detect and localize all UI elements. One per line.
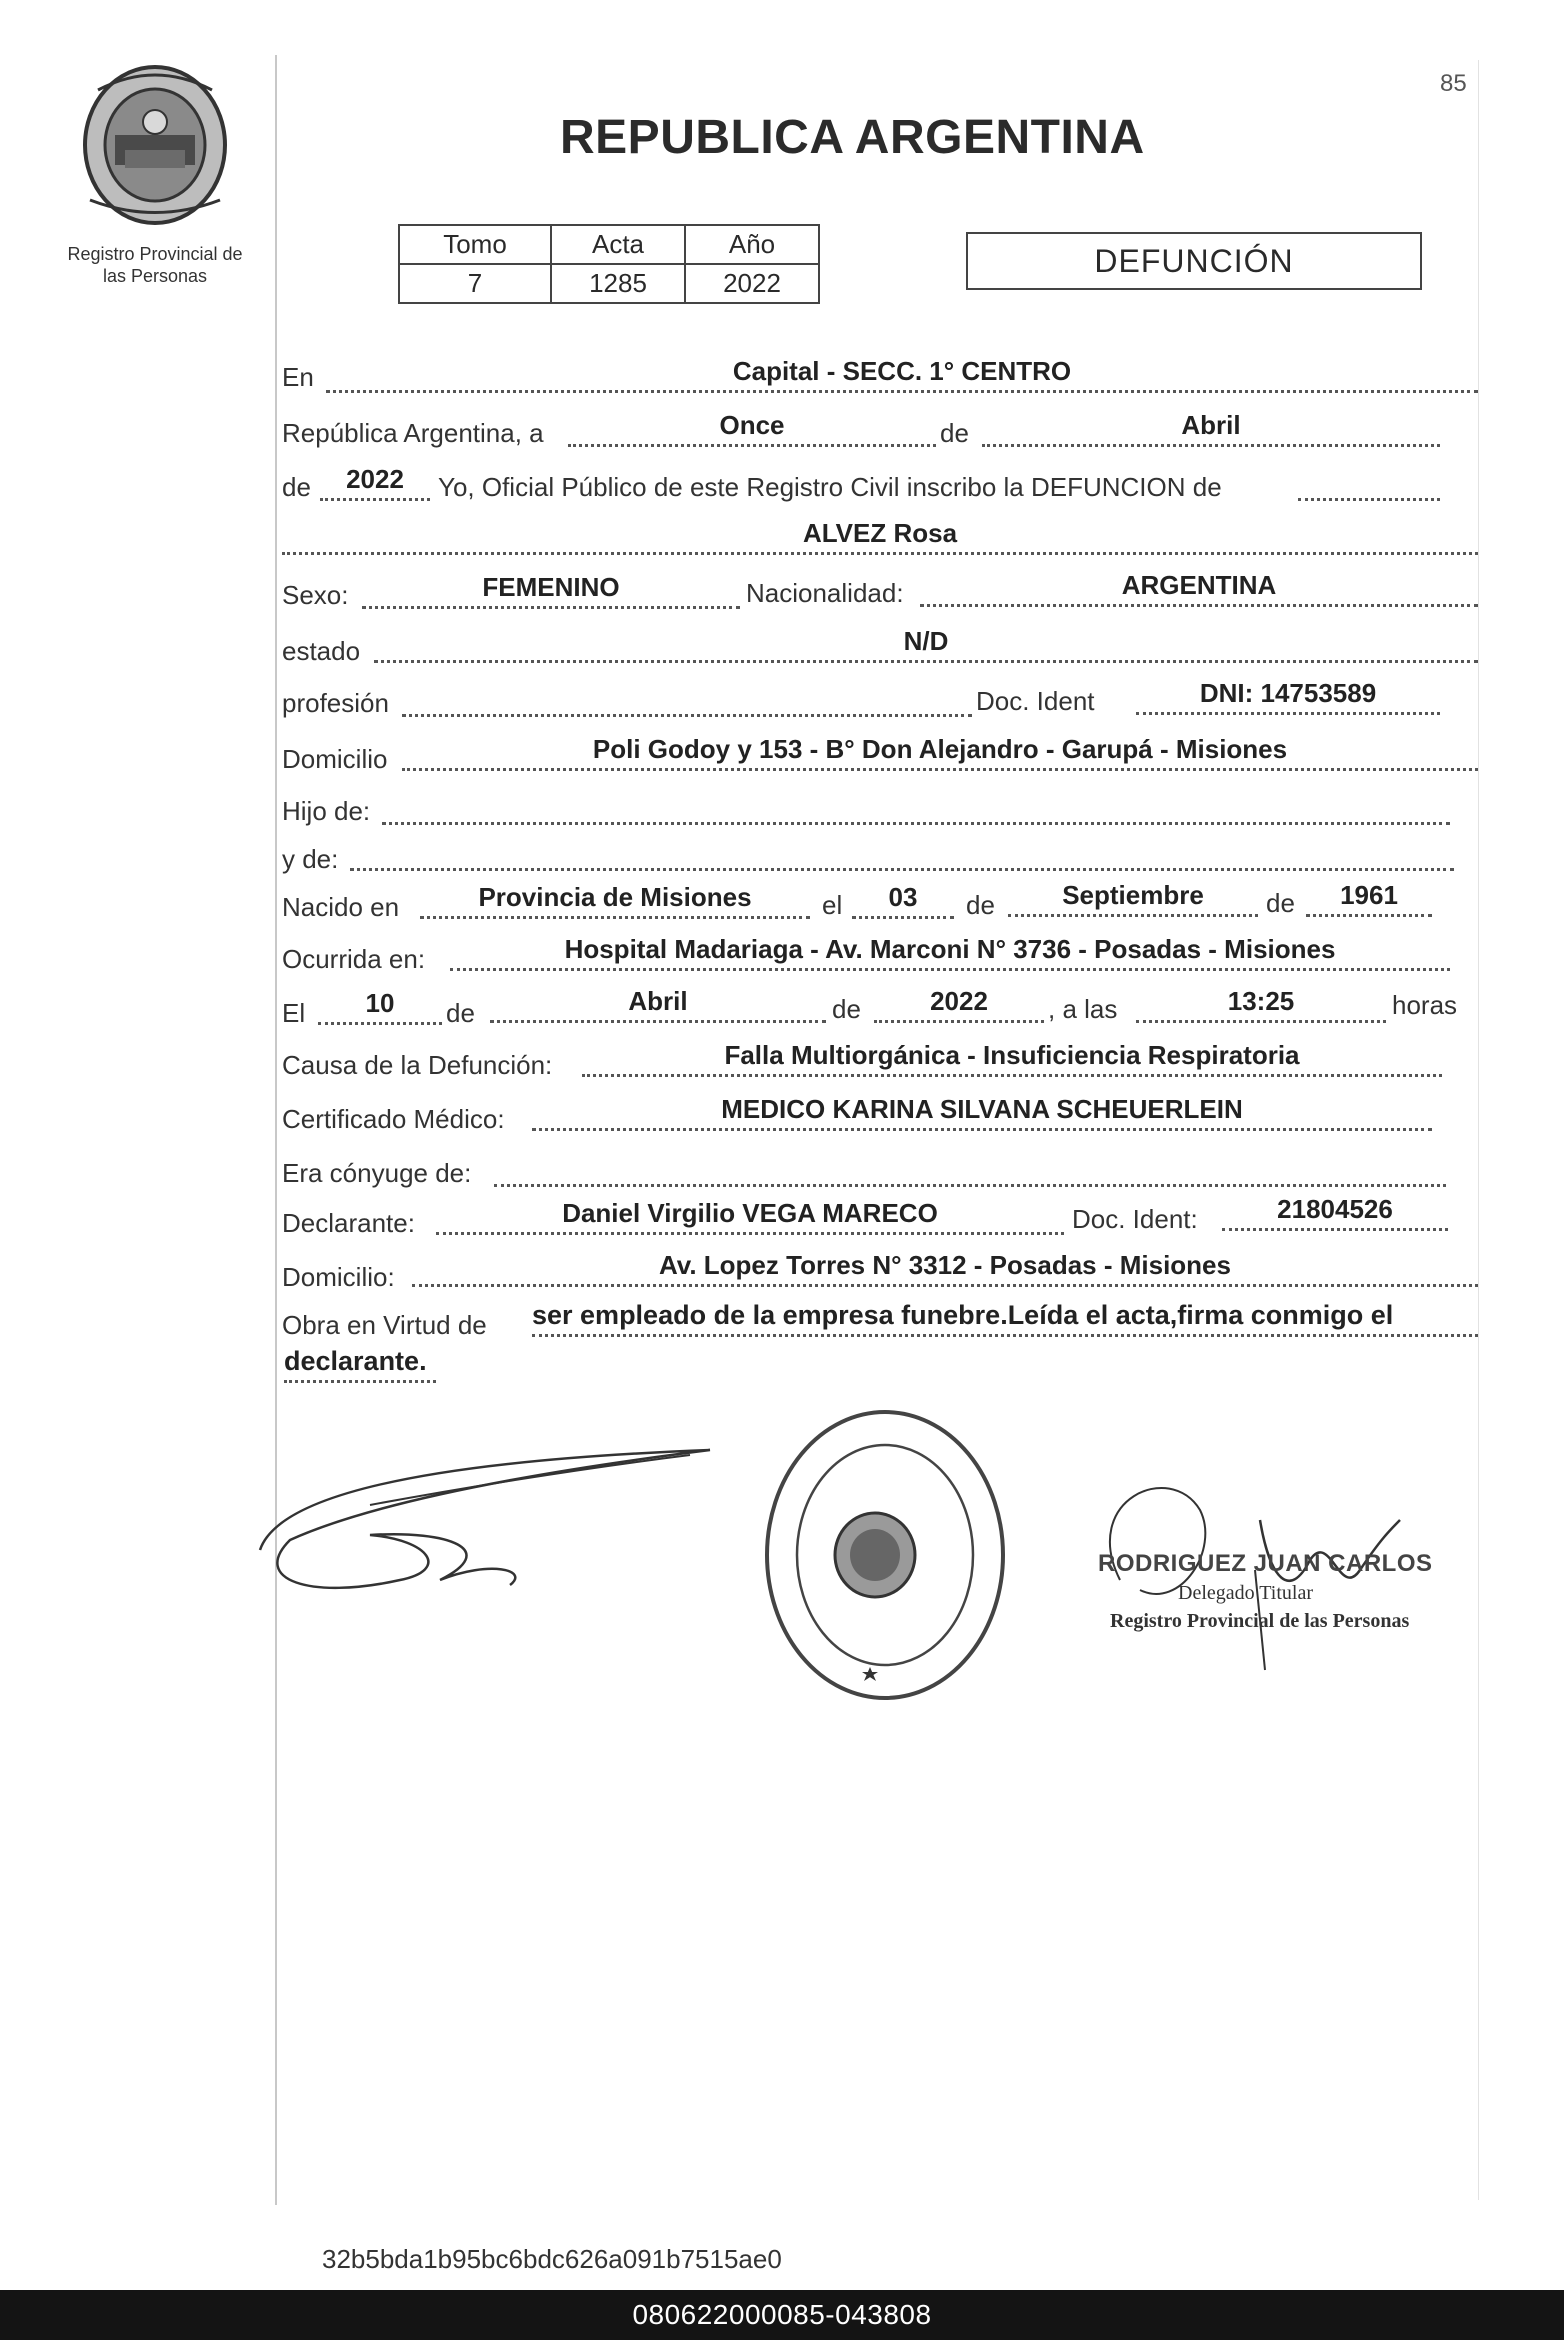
value-day: Once (568, 410, 936, 447)
label-nacido: Nacido en (282, 892, 400, 922)
province-seal-logo (70, 60, 240, 230)
label-El: El (282, 998, 306, 1028)
label-certificado: Certificado Médico: (282, 1104, 505, 1134)
value-causa: Falla Multiorgánica - Insuficiencia Respiratoria (582, 1040, 1442, 1077)
value-decl-domicilio: Av. Lopez Torres N° 3312 - Posadas - Misiones (412, 1250, 1478, 1287)
value-profesion (402, 680, 972, 717)
page-number: 85 (1440, 70, 1467, 97)
inscribo-fill (1298, 464, 1440, 501)
header-tomo: Tomo (399, 225, 551, 264)
value-death-place: Hospital Madariaga - Av. Marconi N° 3736 - Posadas - Misiones (450, 934, 1450, 971)
logo-caption (40, 243, 270, 287)
header-acta: Acta (551, 225, 685, 264)
label-domicilio: Domicilio (282, 744, 388, 774)
inscribo-text: Yo, Oficial Público de este Registro Civil inscribo la DEFUNCION de (438, 472, 1222, 502)
label-obra: Obra en Virtud de (282, 1310, 487, 1340)
footer-code-bar: 080622000085-043808 (0, 2290, 1564, 2340)
register-table (398, 224, 820, 304)
label-de-2: de (282, 472, 311, 502)
value-deceased-name: ALVEZ Rosa (282, 518, 1478, 555)
label-hijo: Hijo de: (282, 796, 371, 826)
right-margin-line (1478, 60, 1479, 2200)
signer-name: RODRIGUEZ JUAN CARLOS (1098, 1550, 1433, 1577)
value-hijo (382, 788, 1450, 825)
value-acta: 1285 (551, 264, 685, 303)
label-de-6: de (832, 994, 861, 1024)
declarant-signature (250, 1430, 720, 1610)
value-certificado: MEDICO KARINA SILVANA SCHEUERLEIN (532, 1094, 1432, 1131)
value-birth-month: Septiembre (1008, 880, 1258, 917)
label-causa: Causa de la Defunción: (282, 1050, 553, 1080)
label-estado: estado (282, 636, 361, 666)
value-declarante: Daniel Virgilio VEGA MARECO (436, 1198, 1064, 1235)
value-year: 2022 (320, 464, 430, 501)
label-sexo: Sexo: (282, 580, 349, 610)
label-de-4: de (1266, 888, 1295, 918)
value-ano: 2022 (685, 264, 819, 303)
value-birth-year: 1961 (1306, 880, 1432, 917)
value-doc-ident: DNI: 14753589 (1136, 678, 1440, 715)
official-stamp (760, 1405, 1010, 1705)
value-death-day: 10 (318, 988, 442, 1025)
signer-registry: Registro Provincial de las Personas (1110, 1610, 1410, 1632)
label-declarante: Declarante: (282, 1208, 415, 1238)
value-birth-day: 03 (852, 882, 954, 919)
value-conyuge (494, 1150, 1446, 1187)
label-decl-domicilio: Domicilio: (282, 1262, 395, 1292)
label-republica: República Argentina, a (282, 418, 544, 448)
label-doc-ident: Doc. Ident (976, 686, 1095, 716)
document-title: REPUBLICA ARGENTINA (560, 111, 1145, 164)
value-estado: N/D (374, 626, 1478, 663)
label-nacionalidad: Nacionalidad: (746, 578, 904, 608)
label-el: el (822, 890, 843, 920)
label-de-1: de (940, 418, 969, 448)
document-type-box: DEFUNCIÓN (966, 232, 1422, 290)
value-month: Abril (982, 410, 1440, 447)
header-ano: Año (685, 225, 819, 264)
value-death-time: 13:25 (1136, 986, 1386, 1023)
label-decl-doc: Doc. Ident: (1072, 1204, 1198, 1234)
label-horas: horas (1392, 990, 1458, 1020)
logo-caption-line1: Registro Provincial de (67, 244, 243, 264)
label-de-3: de (966, 890, 995, 920)
label-ocurrida: Ocurrida en: (282, 944, 426, 974)
value-sexo: FEMENINO (362, 572, 740, 609)
label-en: En (282, 362, 314, 392)
value-obra-line2: declarante. (284, 1346, 436, 1383)
logo-caption-line2: las Personas (102, 266, 208, 286)
value-obra-line1: ser empleado de la empresa funebre.Leída el acta,firma conmigo el (532, 1300, 1478, 1337)
value-domicilio: Poli Godoy y 153 - B° Don Alejandro - Garupá - Misiones (402, 734, 1478, 771)
signer-role: Delegado Titular (1178, 1582, 1313, 1604)
value-nacionalidad: ARGENTINA (920, 570, 1478, 607)
value-death-year: 2022 (874, 986, 1044, 1023)
left-margin-line (275, 55, 277, 2205)
document-hash: 32b5bda1b95bc6bdc626a091b7515ae0 (322, 2244, 782, 2274)
label-y-de: y de: (282, 844, 339, 874)
value-place: Capital - SECC. 1° CENTRO (326, 356, 1478, 393)
value-y-de (350, 834, 1454, 871)
label-de-5: de (446, 998, 475, 1028)
value-tomo: 7 (399, 264, 551, 303)
value-birthplace: Provincia de Misiones (420, 882, 810, 919)
label-profesion: profesión (282, 688, 389, 718)
label-a-las: , a las (1048, 994, 1118, 1024)
label-conyuge: Era cónyuge de: (282, 1158, 472, 1188)
value-death-month: Abril (490, 986, 826, 1023)
value-decl-doc: 21804526 (1222, 1194, 1448, 1231)
